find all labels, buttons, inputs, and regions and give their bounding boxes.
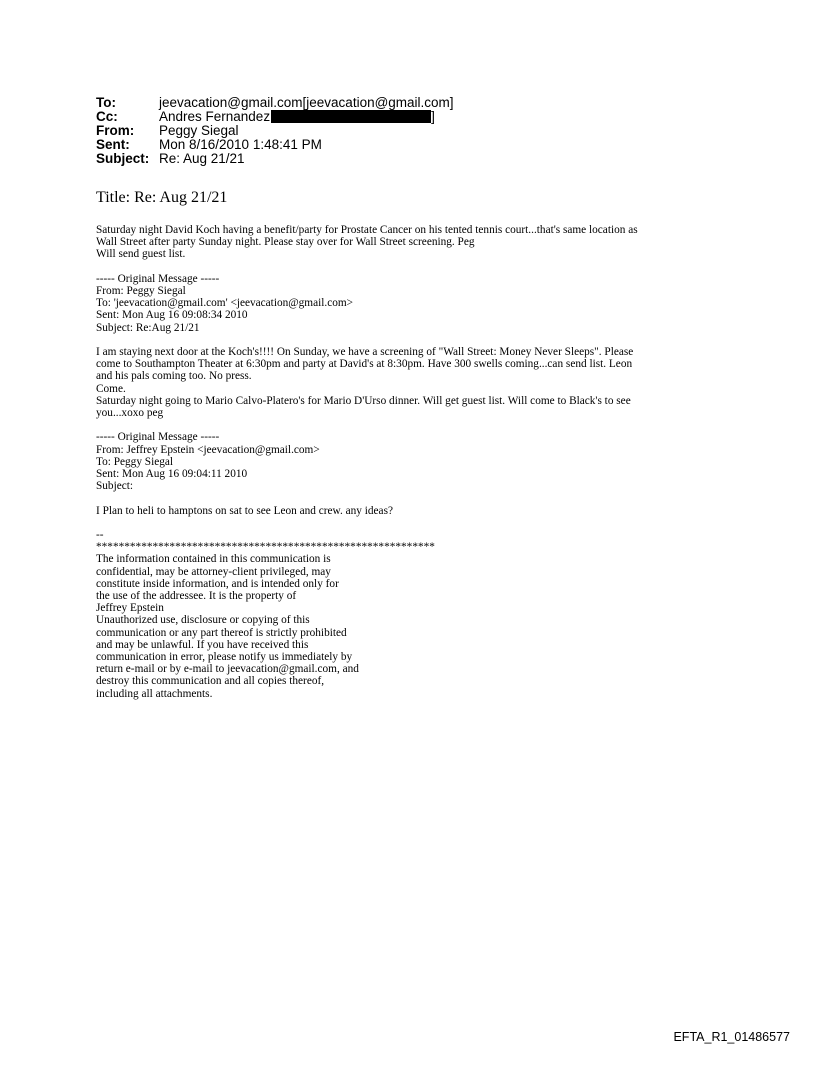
text-line: Subject: Re:Aug 21/21: [96, 321, 200, 334]
text-line: Sent: Mon Aug 16 09:04:11 2010: [96, 468, 248, 481]
text-line: come to Southampton Theater at 6:30pm and party at David's at 8:30pm. Have 300 swells coming...can send list. Leon: [96, 358, 633, 371]
text-line: Come.: [96, 382, 126, 395]
text-line: confidential, may be attorney-client privileged, may: [96, 565, 331, 578]
text-line: and his pals coming too. No press.: [96, 370, 252, 383]
sent-label: Sent:: [96, 137, 130, 152]
text-line: From: Jeffrey Epstein <jeevacation@gmail.com>: [96, 443, 320, 456]
text-line: Unauthorized use, disclosure or copying of this: [96, 614, 310, 627]
text-line: communication or any part thereof is strictly prohibited: [96, 626, 347, 639]
text-line: Saturday night David Koch having a benefit/party for Prostate Cancer on his tented tennis court...that's same location as: [96, 224, 638, 236]
original-message-2-body: [96, 505, 736, 517]
text-line: and may be unlawful. If you have received this: [96, 638, 309, 651]
text-line: ----- Original Message -----: [96, 431, 220, 444]
text-line: Will send guest list.: [96, 248, 186, 261]
from-row: [96, 124, 454, 138]
redaction-block: [271, 110, 431, 123]
to-address: jeevacation@gmail.com: [159, 95, 303, 110]
text-line: Saturday night going to Mario Calvo-Platero's for Mario D'Urso dinner. Will get guest list. Will come to Black's to see: [96, 394, 631, 407]
subject-value: Re: Aug 21/21: [159, 151, 245, 166]
text-line: communication in error, please notify us immediately by: [96, 651, 353, 664]
subject-row: [96, 152, 454, 166]
text-line: Wall Street after party Sunday night. Please stay over for Wall Street screening. Peg: [96, 236, 475, 249]
document-title: Title: Re: Aug 21/21: [96, 189, 228, 206]
cc-name: Andres Fernandez: [159, 109, 271, 124]
original-message-2-header: [96, 431, 736, 492]
text-line: I am staying next door at the Koch's!!!! On Sunday, we have a screening of "Wall Street: Money Never Sleeps". Please: [96, 346, 634, 358]
from-label: From:: [96, 123, 135, 138]
text-line: ----- Original Message -----: [96, 272, 220, 285]
text-line: The information contained in this communication is: [96, 553, 331, 566]
cc-trailing-bracket: ]: [431, 109, 435, 124]
to-address-bracketed: [jeevacation@gmail.com]: [302, 95, 454, 110]
to-value: [159, 96, 454, 110]
text-line: constitute inside information, and is intended only for: [96, 577, 339, 590]
to-row: [96, 96, 454, 110]
text-line: the use of the addressee. It is the property of: [96, 590, 297, 603]
text-line: including all attachments.: [96, 687, 213, 700]
sent-row: [96, 138, 454, 152]
email-body: [96, 224, 736, 712]
reply-paragraph: [96, 224, 736, 261]
disclaimer: [96, 529, 736, 700]
email-header: [96, 96, 454, 166]
text-line: From: Peggy Siegal: [96, 285, 186, 297]
sent-value: Mon 8/16/2010 1:48:41 PM: [159, 137, 322, 152]
text-line: I Plan to heli to hamptons on sat to see Leon and crew. any ideas?: [96, 504, 393, 517]
original-message-1-header: [96, 273, 736, 334]
text-line: return e-mail or by e-mail to jeevacation@gmail.com, and: [96, 663, 359, 676]
document-id: EFTA_R1_01486577: [673, 1030, 790, 1044]
text-line: To: 'jeevacation@gmail.com' <jeevacation@gmail.com>: [96, 297, 354, 310]
text-line: Sent: Mon Aug 16 09:08:34 2010: [96, 309, 248, 322]
cc-label: Cc:: [96, 109, 118, 124]
text-line: --: [96, 529, 104, 541]
text-line: destroy this communication and all copies thereof,: [96, 675, 325, 688]
cc-row: [96, 110, 454, 124]
cc-value: [159, 110, 435, 124]
original-message-1-body: [96, 346, 736, 419]
subject-label: Subject:: [96, 151, 150, 166]
from-value: Peggy Siegal: [159, 123, 239, 138]
text-line: you...xoxo peg: [96, 407, 164, 420]
text-line: To: Peggy Siegal: [96, 455, 174, 468]
text-line: Subject:: [96, 480, 134, 493]
text-line: Jeffrey Epstein: [96, 602, 164, 615]
text-line: ************************************************************: [96, 541, 435, 554]
to-label: To:: [96, 95, 116, 110]
